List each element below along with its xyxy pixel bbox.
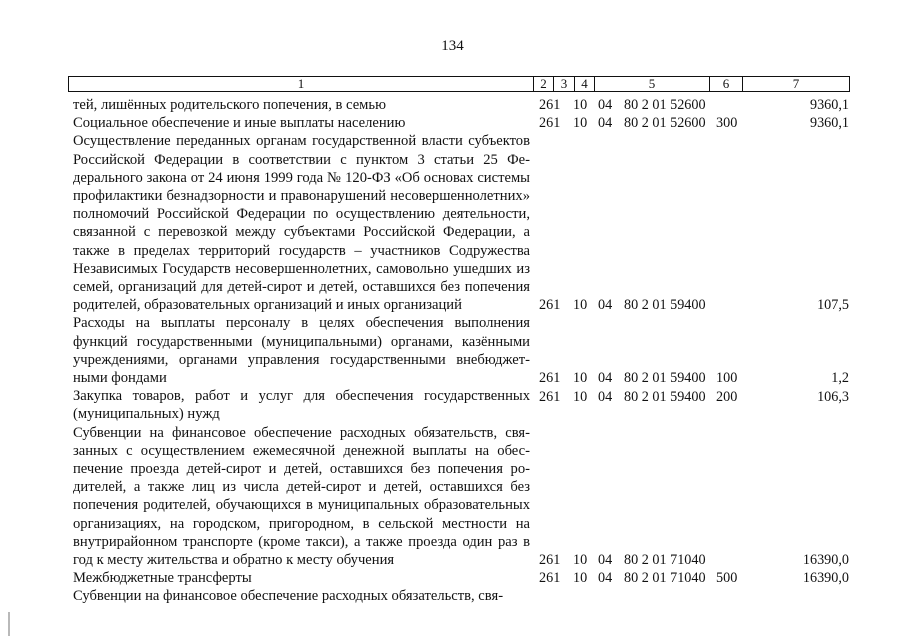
code-expense-type: 100 — [716, 370, 738, 387]
row-codes — [0, 114, 905, 132]
code-target-article: 80 2 01 71040 — [624, 570, 706, 587]
row-description: Субвенции на финансовое обеспечение расходных обязательств, свя- — [73, 588, 504, 605]
code-ministry: 261 — [539, 115, 561, 132]
code-section: 10 — [573, 552, 588, 569]
code-ministry: 261 — [539, 552, 561, 569]
code-expense-type: 500 — [716, 570, 738, 587]
row-codes — [0, 369, 905, 387]
code-ministry: 261 — [539, 297, 561, 314]
table-header — [68, 76, 850, 92]
row-description: Социальное обеспечение и иные выплаты населению — [73, 115, 406, 132]
code-target-article: 80 2 01 52600 — [624, 115, 706, 132]
code-ministry: 261 — [539, 370, 561, 387]
table-row — [0, 132, 905, 314]
table-body — [0, 96, 905, 606]
amount: 9360,1 — [809, 115, 849, 132]
code-section: 10 — [573, 97, 588, 114]
header-col-7: 7 — [792, 76, 800, 91]
row-description: тей, лишённых родительского попечения, в семью — [73, 97, 386, 113]
header-col-5: 5 — [595, 77, 710, 91]
amount: 107,5 — [817, 297, 849, 314]
header-col-1: 1 — [69, 77, 534, 91]
code-subsection: 04 — [598, 388, 613, 405]
code-ministry: 261 — [539, 97, 561, 114]
row-codes — [0, 96, 905, 114]
row-codes — [0, 551, 905, 569]
code-section: 10 — [573, 388, 588, 405]
code-subsection: 04 — [598, 552, 613, 569]
table-row — [0, 387, 905, 423]
code-subsection: 04 — [598, 370, 613, 387]
table-row — [0, 569, 905, 587]
code-section: 10 — [573, 297, 588, 314]
amount: 1,2 — [831, 370, 849, 387]
row-codes — [0, 296, 905, 314]
code-target-article: 80 2 01 71040 — [624, 552, 706, 569]
code-target-article: 80 2 01 52600 — [624, 97, 706, 114]
code-ministry: 261 — [539, 570, 561, 587]
amount: 9360,1 — [809, 97, 849, 114]
page-number: 134 — [441, 38, 464, 54]
row-description: Расходы на выплаты персоналу в целях обеспечения выполнения функций государственными (муниципальными) органами, казёнными учреждениями, органами управления государственными внебюджетными фондами — [73, 315, 530, 387]
header-col-3: 3 — [554, 77, 575, 91]
header-col-2: 2 — [534, 77, 554, 91]
scan-edge-mark — [8, 612, 10, 636]
row-description: Межбюджетные трансферты — [73, 570, 252, 587]
amount: 16390,0 — [802, 552, 849, 569]
amount: 106,3 — [817, 388, 849, 405]
row-description: Осуществление переданных органам государственной власти субъектов Российской Федерации в соответствии с пунктом 3 статьи 25 Федерального закона от 24 июня 1999 года № 120-ФЗ «Об основах системы профилактики безнадзорности и правонарушений несовершеннолетних» полномочий Российской Федерации по осуществлению деятельности, связанной с перевозкой между субъектами Российской Федерации, а также в пределах территорий государств – участников Содружества Независимых Государств несовершеннолетних, самовольно ушедших из семей, организаций для детей-сирот и детей, оставшихся без попечения родителей, образовательных организаций и иных организаций — [73, 133, 530, 314]
table-row — [0, 587, 905, 605]
code-section: 10 — [573, 370, 588, 387]
header-col-4: 4 — [575, 77, 595, 91]
row-codes — [0, 388, 905, 406]
row-codes — [0, 569, 905, 587]
code-expense-type: 300 — [716, 115, 738, 132]
table-row — [0, 314, 905, 387]
code-subsection: 04 — [598, 297, 613, 314]
table-row — [0, 96, 905, 114]
amount: 16390,0 — [802, 570, 849, 587]
header-col-6: 6 — [710, 77, 743, 91]
code-subsection: 04 — [598, 115, 613, 132]
table-row — [0, 424, 905, 570]
row-description: Субвенции на финансовое обеспечение расходных обязательств, связанных с осуществлением ежемесячной денежной выплаты на обеспечение проезда детей-сирот и детей, оставшихся без попечения родителей, а также лиц из числа детей-сирот и детей, оставшихся без попечения родителей, обучающихся в муниципальных образовательных организациях, на городском, пригородном, в сельской местности на внутрирайонном транспорте (кроме такси), а также проезда один раз в год к месту жительства и обратно к месту обучения — [73, 424, 530, 569]
code-ministry: 261 — [539, 388, 561, 405]
code-expense-type: 200 — [716, 388, 738, 405]
row-description: Закупка товаров, работ и услуг для обеспечения государственных (муниципальных) нужд — [73, 388, 530, 423]
code-target-article: 80 2 01 59400 — [624, 370, 706, 387]
code-section: 10 — [573, 115, 588, 132]
code-section: 10 — [573, 570, 588, 587]
table-row — [0, 114, 905, 132]
code-subsection: 04 — [598, 570, 613, 587]
code-target-article: 80 2 01 59400 — [624, 388, 706, 405]
code-target-article: 80 2 01 59400 — [624, 297, 706, 314]
code-subsection: 04 — [598, 97, 613, 114]
